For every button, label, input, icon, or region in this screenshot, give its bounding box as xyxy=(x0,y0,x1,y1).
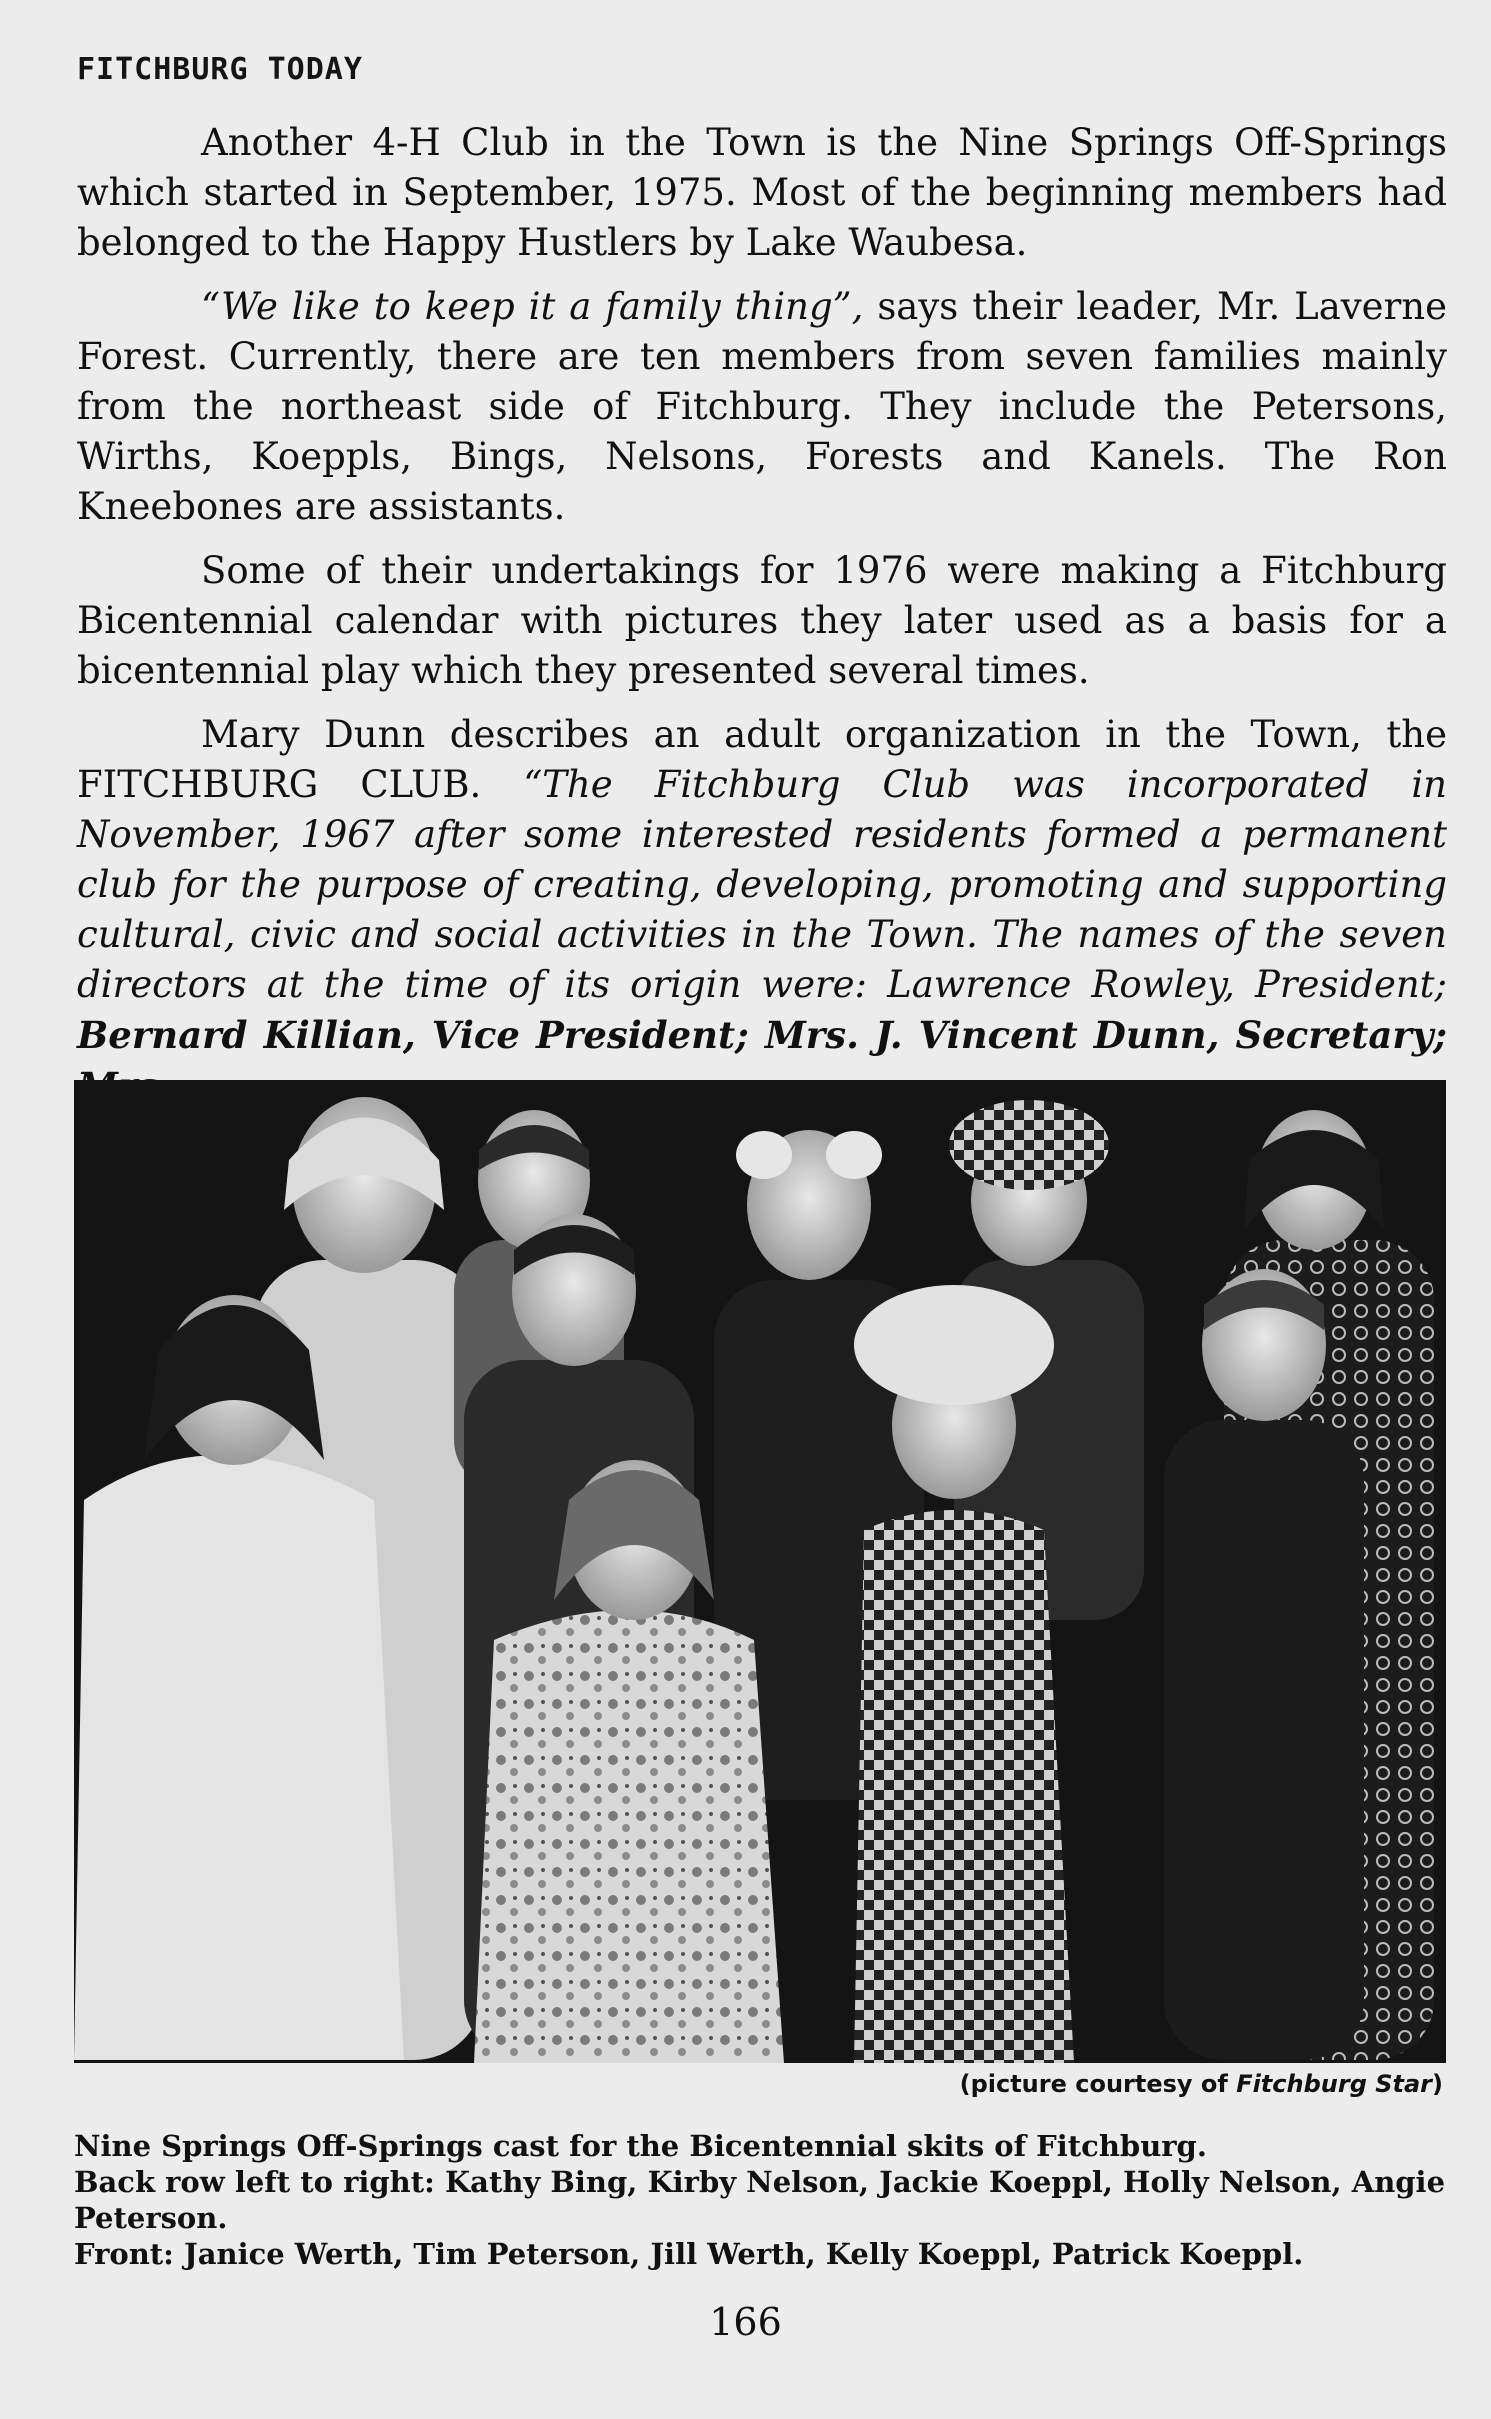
leader-quote: “We like to keep it a family thing”, xyxy=(201,285,864,328)
caption-front-row: Front: Janice Werth, Tim Peterson, Jill Werth, Kelly Koeppl, Patrick Koeppl. xyxy=(74,2237,1304,2271)
caption-back-row: Back row left to right: Kathy Bing, Kirby Nelson, Jackie Koeppl, Holly Nelson, Angie Peterson. xyxy=(74,2165,1446,2235)
caption-title: Nine Springs Off-Springs cast for the Bicentennial skits of Fitchburg. xyxy=(74,2129,1207,2163)
credit-source: Fitchburg Star xyxy=(1236,2070,1433,2098)
paragraph-family-thing xyxy=(77,282,1447,532)
running-head: FITCHBURG TODAY xyxy=(77,52,363,87)
paragraph-4h-club: Another 4-H Club in the Town is the Nine Springs Off-Springs which started in September, 1975. Most of the beginning members had belonged to the Happy Hustlers by Lake Waubesa. xyxy=(77,121,1447,264)
club-quote: “The Fitchburg Club was incorporated in November, 1967 after some interested residents formed a permanent club for the purpose of creating, developing, promoting and supporting cultural, civic and social activities in the Town. The names of the seven directors at the time of its origin were: Lawrence Rowley, President; xyxy=(77,763,1447,1006)
club-directors: Bernard Killian, Vice President; Mrs. J. Vincent Dunn, Secretary; xyxy=(77,1013,1447,1057)
paragraph-fitchburg-club xyxy=(77,710,1447,1112)
credit-tail: ) xyxy=(1432,2070,1443,2098)
paragraph-undertakings: Some of their undertakings for 1976 were making a Fitchburg Bicentennial calendar with pictures they later used as a basis for a bicentennial play which they presented several times. xyxy=(77,549,1447,692)
cast-photograph xyxy=(74,1080,1446,2063)
page-number: 166 xyxy=(709,2300,782,2344)
photo-caption xyxy=(74,2128,1449,2272)
paragraph-members: says their leader, Mr. Laverne Forest. Currently, there are ten members from seven families mainly from the northeast side of Fitchburg. They include the Petersons, Wirths, Koeppls, Bings, Nelsons, Forests and Kanels. The Ron Kneebones are assistants. xyxy=(77,285,1447,528)
credit-lead: (picture courtesy of xyxy=(959,2070,1237,2098)
club-intro: Mary Dunn describes an adult organization in the Town, the FITCHBURG CLUB. xyxy=(77,713,1447,806)
body-text xyxy=(77,118,1447,1126)
photo-illustration xyxy=(74,1080,1446,2063)
photo-credit xyxy=(960,2070,1443,2098)
